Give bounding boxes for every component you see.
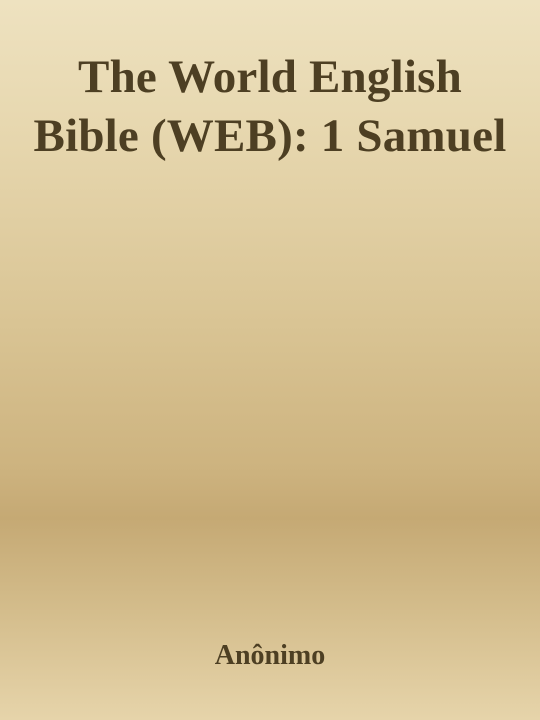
book-author: Anônimo (214, 640, 326, 671)
book-title: The World English Bible (WEB): 1 Samuel (33, 51, 507, 162)
